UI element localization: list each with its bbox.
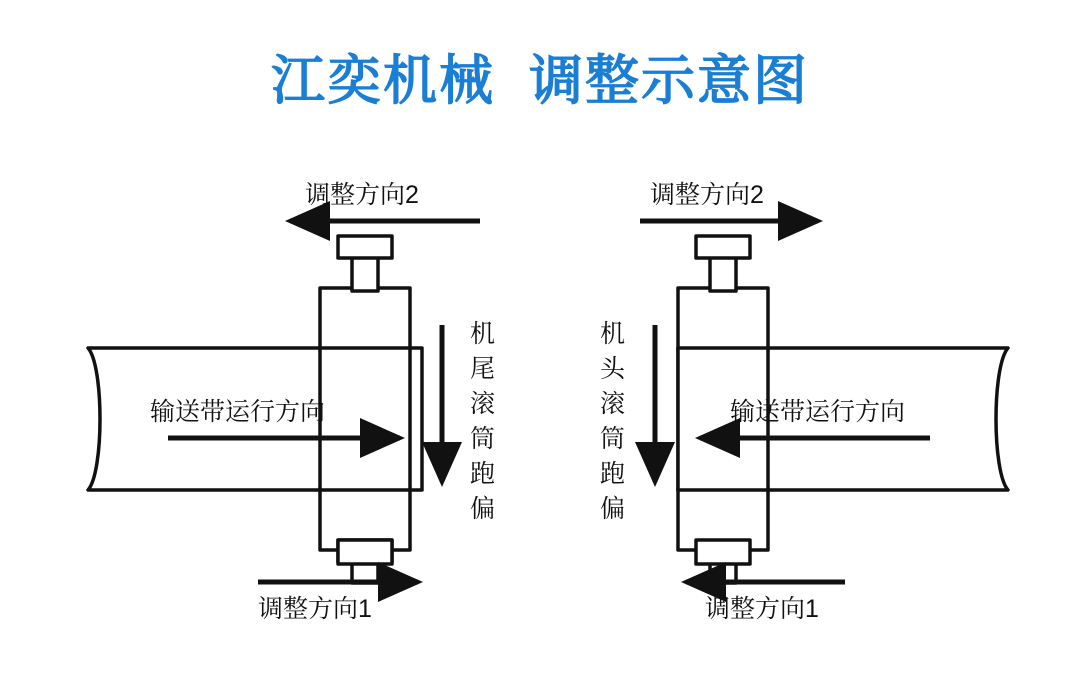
- left-drum-deviation-label: [470, 320, 495, 523]
- right-upper-bolt-head: [696, 236, 750, 258]
- svg-text:偏: 偏: [600, 495, 626, 523]
- left-upper-bolt-stem: [352, 255, 378, 291]
- right-upper-bolt-stem: [710, 255, 736, 291]
- left-top-adjust-label: 调整方向2: [305, 181, 419, 209]
- svg-text:滚: 滚: [600, 390, 626, 418]
- left-diagram-group: [88, 181, 495, 623]
- right-upper-housing: [678, 288, 768, 350]
- svg-text:滚: 滚: [470, 390, 496, 418]
- left-bottom-adjust-label: 调整方向1: [258, 595, 372, 623]
- svg-text:头: 头: [600, 355, 626, 383]
- right-belt-label: 输送带运行方向: [730, 398, 906, 426]
- left-belt-label: 输送带运行方向: [150, 398, 326, 426]
- svg-text:筒: 筒: [600, 425, 626, 453]
- page-title: 江奕机械 调整示意图: [270, 51, 809, 111]
- right-top-adjust-label: 调整方向2: [650, 181, 764, 209]
- svg-text:跑: 跑: [470, 460, 496, 488]
- svg-text:尾: 尾: [470, 355, 496, 383]
- right-bottom-adjust-label: 调整方向1: [705, 595, 819, 623]
- right-lower-bolt-head: [696, 540, 750, 564]
- right-drum-deviation-label: [600, 320, 626, 523]
- svg-text:筒: 筒: [470, 425, 496, 453]
- svg-text:偏: 偏: [470, 495, 496, 523]
- left-roller-drum: [320, 348, 410, 490]
- left-upper-bolt-head: [338, 236, 392, 258]
- left-upper-housing: [320, 288, 410, 350]
- svg-text:机: 机: [600, 320, 626, 348]
- right-diagram-group: [600, 181, 1008, 623]
- left-lower-bolt-nut: [338, 540, 392, 564]
- svg-text:机: 机: [470, 320, 496, 348]
- svg-text:跑: 跑: [600, 460, 626, 488]
